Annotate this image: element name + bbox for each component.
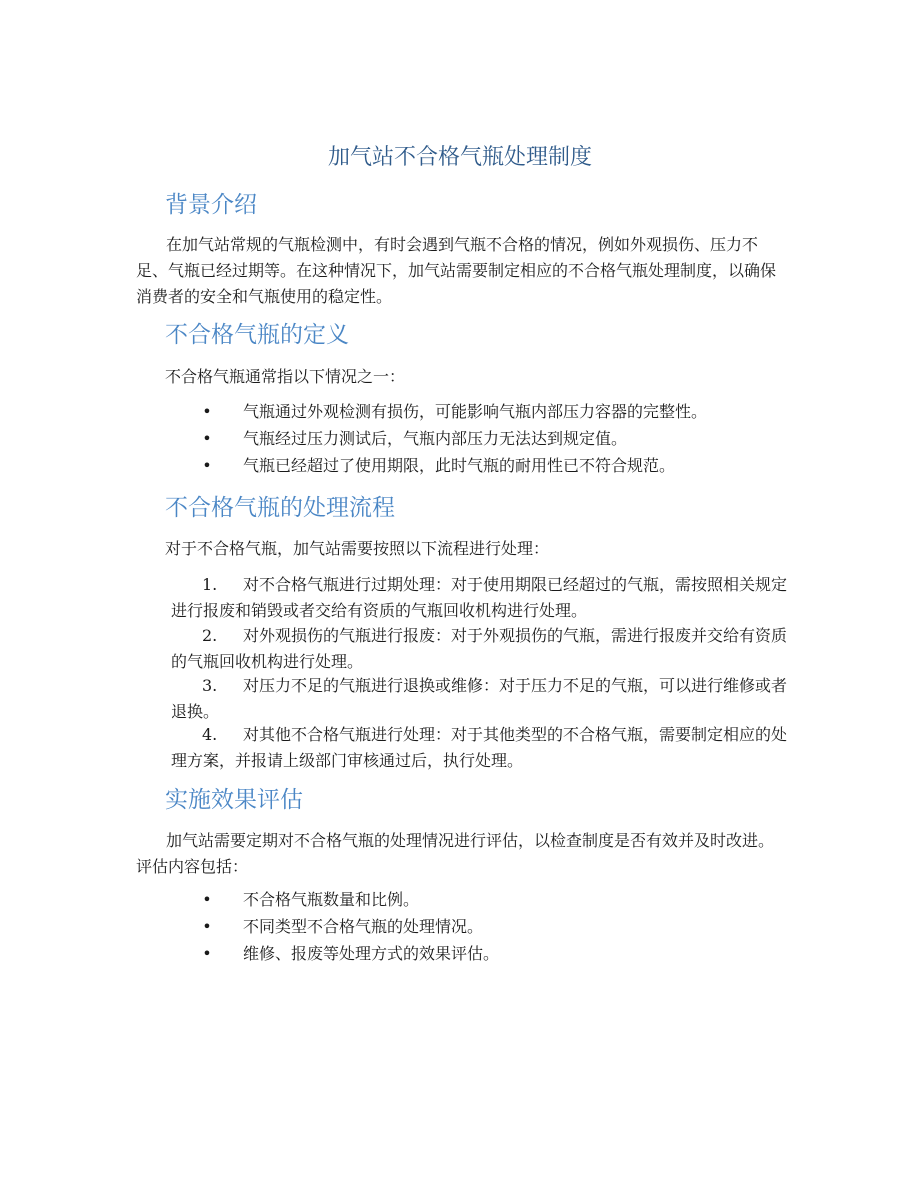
list-item-text: 不合格气瓶数量和比例。 (243, 890, 420, 909)
process-step (171, 673, 787, 725)
step-number: 2. (202, 626, 218, 645)
step-number: 3. (202, 676, 218, 695)
background-paragraph: 在加气站常规的气瓶检测中，有时会遇到气瓶不合格的情况，例如外观损伤、压力不足、气瓶已经过期等。在这种情况下，加气站需要制定相应的不合格气瓶处理制度，以确保消费者的安全和气瓶使用的稳定性。 (136, 235, 777, 306)
step-text: 对其他不合格气瓶进行处理：对于其他类型的不合格气瓶，需要制定相应的处理方案，并报请上级部门审核通过后，执行处理。 (171, 725, 788, 770)
process-intro: 对于不合格气瓶，加气站需要按照以下流程进行处理： (165, 539, 550, 558)
document-title: 加气站不合格气瓶处理制度 (327, 145, 592, 170)
bullet-icon: • (202, 402, 212, 421)
section-heading-definition: 不合格气瓶的定义 (165, 322, 349, 348)
list-item-text: 维修、报废等处理方式的效果评估。 (243, 944, 500, 963)
section-heading-background: 背景介绍 (165, 192, 257, 218)
bullet-icon: • (202, 917, 212, 936)
bullet-icon: • (202, 890, 212, 909)
evaluation-paragraph: 加气站需要定期对不合格气瓶的处理情况进行评估，以检查制度是否有效并及时改进。评估内容包括： (136, 831, 775, 876)
step-text: 对压力不足的气瓶进行退换或维修：对于压力不足的气瓶，可以进行维修或者退换。 (171, 676, 788, 721)
bullet-icon: • (202, 429, 212, 448)
list-item-text: 气瓶已经超过了使用期限，此时气瓶的耐用性已不符合规范。 (243, 456, 676, 475)
definition-intro: 不合格气瓶通常指以下情况之一： (165, 367, 406, 386)
bullet-icon: • (202, 944, 212, 963)
process-step (171, 572, 787, 624)
step-number: 1. (202, 575, 218, 594)
step-text: 对外观损伤的气瓶进行报废：对于外观损伤的气瓶，需进行报废并交给有资质的气瓶回收机构进行处理。 (171, 626, 788, 671)
list-item-text: 气瓶经过压力测试后，气瓶内部压力无法达到规定值。 (243, 429, 628, 448)
section-heading-process: 不合格气瓶的处理流程 (165, 495, 395, 521)
section-heading-evaluation: 实施效果评估 (165, 787, 303, 813)
list-item-text: 不同类型不合格气瓶的处理情况。 (243, 917, 484, 936)
step-number: 4. (202, 725, 218, 744)
process-step (171, 722, 787, 774)
list-item-text: 气瓶通过外观检测有损伤，可能影响气瓶内部压力容器的完整性。 (243, 402, 708, 421)
process-step (171, 623, 787, 675)
step-text: 对不合格气瓶进行过期处理：对于使用期限已经超过的气瓶，需按照相关规定进行报废和销毁或者交给有资质的气瓶回收机构进行处理。 (171, 575, 788, 620)
bullet-icon: • (202, 456, 212, 475)
